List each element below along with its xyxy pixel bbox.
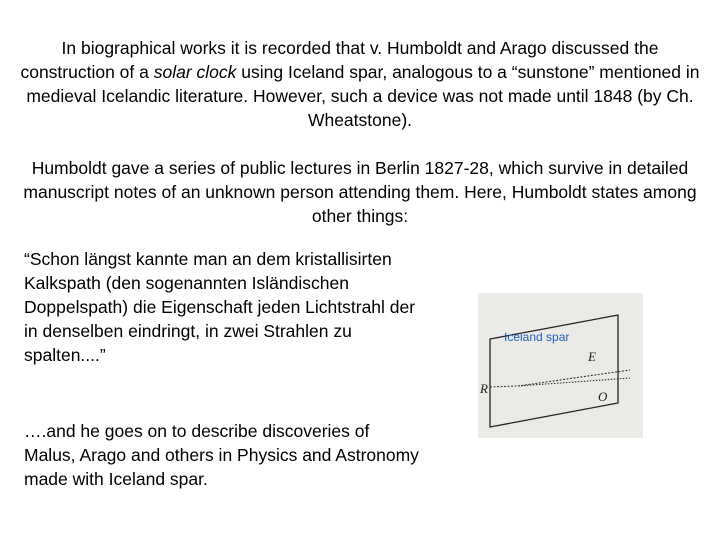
paragraph-1-text-after: using Iceland spar, analogous to a “sunstone” mentioned in medieval Icelandic literature. However, such a device was not made until 1848 (by Ch. Wheatstone).	[26, 62, 700, 130]
paragraph-lectures: Humboldt gave a series of public lectures in Berlin 1827-28, which survive in detailed manuscript notes of an unknown person attending them. Here, Humboldt states among other things:	[23, 158, 697, 226]
ray-label-o: O	[598, 389, 608, 404]
paragraph-solar-clock	[20, 36, 700, 132]
iceland-spar-figure	[478, 293, 643, 438]
paragraph-1-text-before: In biographical works it is recorded that v. Humboldt and Arago discussed the construction of a	[20, 38, 659, 82]
continuation-text: ….and he goes on to describe discoveries of Malus, Arago and others in Physics and Astronomy made with Iceland spar.	[24, 421, 419, 489]
incident-ray	[490, 386, 518, 387]
extraordinary-ray	[518, 370, 630, 386]
ray-label-r: R	[480, 381, 488, 396]
emphasis-solar-clock: solar clock	[153, 62, 237, 82]
ray-label-e: E	[588, 349, 596, 364]
figure-caption: Iceland spar	[504, 330, 570, 344]
humboldt-quote: “Schon längst kannte man an dem kristallisirten Kalkspath (den sogenannten Isländischen Doppelspath) die Eigenschaft jeden Lichtstrahl der in denselben eindringt, in zwei Strahlen zu spalten....”	[24, 249, 416, 365]
double-refraction-diagram	[478, 293, 643, 438]
ordinary-ray	[518, 378, 630, 386]
